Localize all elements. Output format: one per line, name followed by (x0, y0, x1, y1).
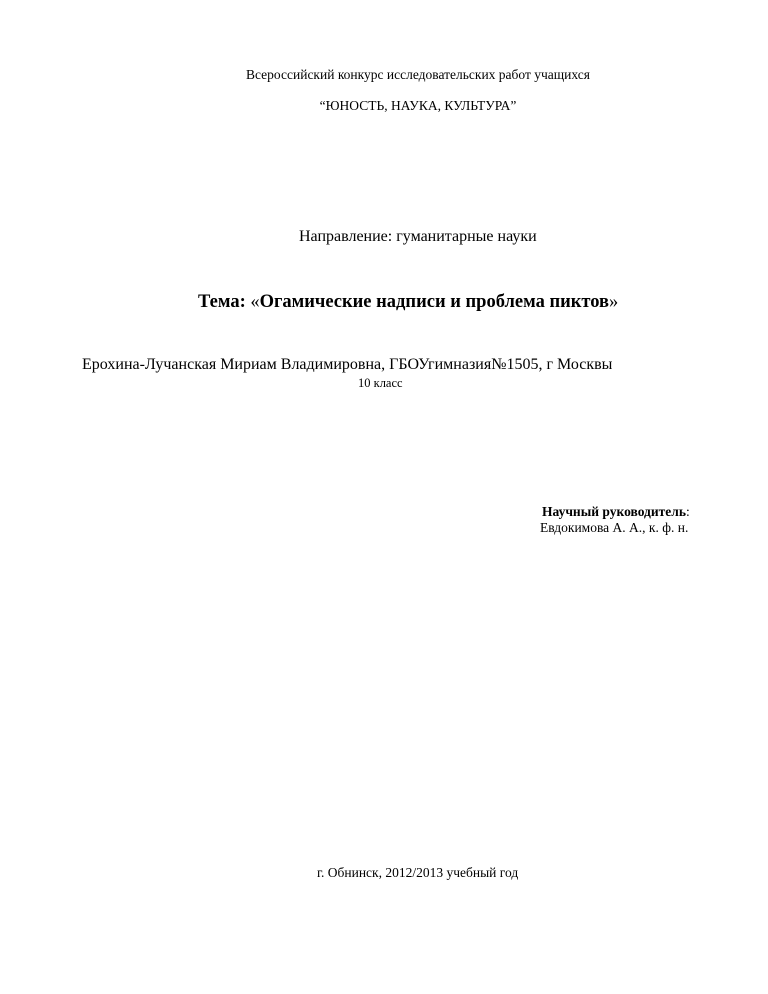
topic-close-quote: » (609, 292, 619, 312)
contest-name: “ЮНОСТЬ, НАУКА, КУЛЬТУРА” (319, 98, 517, 113)
supervisor-label (542, 505, 690, 519)
topic-prefix: Тема: (198, 292, 251, 312)
supervisor-label-colon: : (686, 504, 690, 519)
topic-title: Огамические надписи и проблема пиктов (259, 292, 610, 312)
research-direction: Направление: гуманитарные науки (299, 228, 537, 245)
topic-heading (198, 293, 618, 312)
topic-open-quote: « (250, 292, 260, 312)
supervisor-name: Евдокимова А. А., к. ф. н. (540, 520, 689, 535)
author-grade: 10 класс (358, 376, 403, 390)
contest-title: Всероссийский конкурс исследовательских работ учащихся (246, 67, 590, 82)
city-and-year: г. Обнинск, 2012/2013 учебный год (317, 865, 519, 880)
author-info: Ерохина-Лучанская Мириам Владимировна, ГБОУгимназия№1505, г Москвы (82, 356, 613, 373)
supervisor-label-text: Научный руководитель (542, 504, 686, 519)
